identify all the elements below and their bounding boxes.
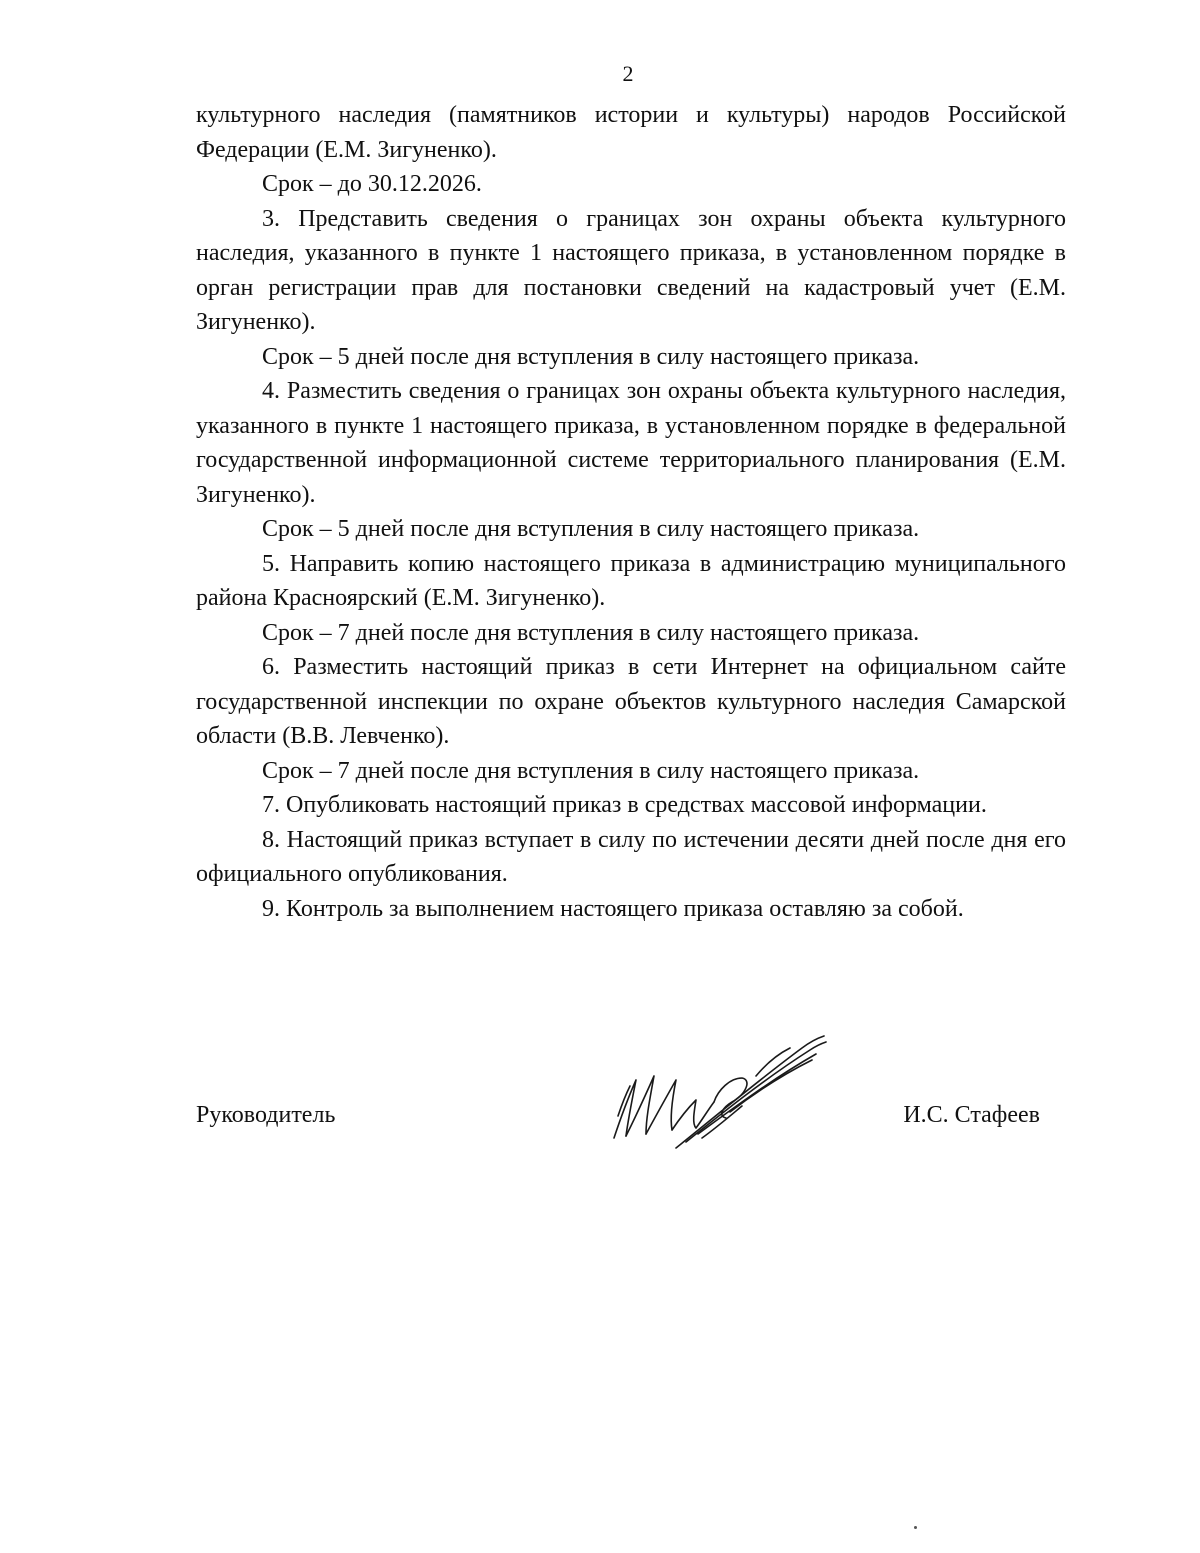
paragraph-deadline: Срок – 7 дней после дня вступления в силу настоящего приказа. <box>262 619 920 646</box>
paragraph-item-7: 7. Опубликовать настоящий приказ в средствах массовой информации. <box>262 792 987 818</box>
paragraph-item-8: 8. Настоящий приказ вступает в силу по истечении десяти дней после дня его официального опубликования. <box>196 826 1066 887</box>
paragraph-item-3: 3. Представить сведения о границах зон охраны объекта культурного наследия, указанного в пункте 1 настоящего приказа, в установленном порядке в орган регистрации прав для постановки сведений на кадастровый учет (Е.М. Зигуненко). <box>196 205 1066 335</box>
handwritten-signature <box>606 1020 836 1150</box>
paragraph-deadline: Срок – до 30.12.2026. <box>262 171 482 197</box>
paragraph-item-4: 4. Разместить сведения о границах зон охраны объекта культурного наследия, указанного в пункте 1 настоящего приказа, в установленном порядке в федеральной государственной информационной системе территориального планирования (Е.М. Зигуненко). <box>196 378 1066 508</box>
signatory-name: И.С. Стафеев <box>903 1102 1040 1128</box>
paragraph-item-9: 9. Контроль за выполнением настоящего приказа оставляю за собой. <box>262 895 964 922</box>
scan-speck <box>914 1526 917 1529</box>
document-body <box>196 98 1066 926</box>
paragraph-continuation: культурного наследия (памятников истории и культуры) народов Российской Федерации (Е.М. Зигуненко). <box>196 102 1066 163</box>
paragraph-item-5: 5. Направить копию настоящего приказа в администрацию муниципального района Красноярский (Е.М. Зигуненко). <box>196 550 1066 611</box>
paragraph-deadline: Срок – 5 дней после дня вступления в силу настоящего приказа. <box>262 516 920 542</box>
paragraph-deadline: Срок – 5 дней после дня вступления в силу настоящего приказа. <box>262 343 920 370</box>
page-number: 2 <box>622 61 634 86</box>
paragraph-item-6: 6. Разместить настоящий приказ в сети Интернет на официальном сайте государственной инспекции по охране объектов культурного наследия Самарской области (В.В. Левченко). <box>196 654 1066 749</box>
signatory-title: Руководитель <box>196 1102 336 1128</box>
signature-block <box>196 1020 1066 1160</box>
paragraph-deadline: Срок – 7 дней после дня вступления в силу настоящего приказа. <box>262 757 920 784</box>
